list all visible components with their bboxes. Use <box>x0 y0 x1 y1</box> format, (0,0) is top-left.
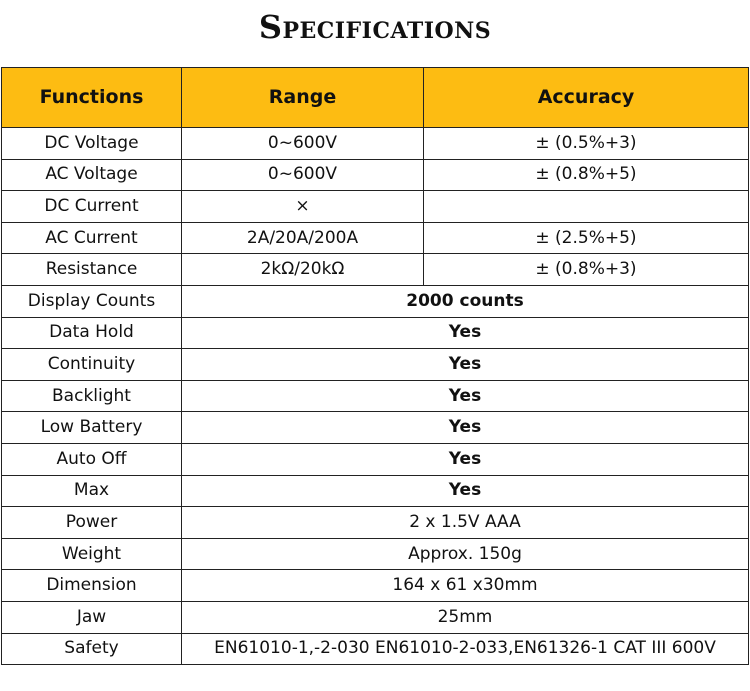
value-cell: 25mm <box>182 601 749 633</box>
table-row <box>2 507 749 539</box>
function-cell: Auto Off <box>2 443 182 475</box>
function-cell: Data Hold <box>2 317 182 349</box>
value-cell: EN61010-1,-2-030 EN61010-2-033,EN61326-1 CAT III 600V <box>182 633 749 665</box>
function-cell: DC Current <box>2 191 182 223</box>
function-cell: Display Counts <box>2 285 182 317</box>
function-cell: Resistance <box>2 254 182 286</box>
table-header-row <box>2 68 749 128</box>
header-accuracy: Accuracy <box>424 68 749 128</box>
range-cell: × <box>182 191 424 223</box>
table-row <box>2 222 749 254</box>
value-cell: Yes <box>182 380 749 412</box>
header-functions: Functions <box>2 68 182 128</box>
table-row <box>2 443 749 475</box>
function-cell: Max <box>2 475 182 507</box>
table-row <box>2 475 749 507</box>
function-cell: Safety <box>2 633 182 665</box>
header-range: Range <box>182 68 424 128</box>
function-cell: Dimension <box>2 570 182 602</box>
function-cell: AC Current <box>2 222 182 254</box>
table-row <box>2 191 749 223</box>
range-cell: 2A/20A/200A <box>182 222 424 254</box>
page-title: Specifications <box>258 8 492 46</box>
table-row <box>2 412 749 444</box>
function-cell: Continuity <box>2 349 182 381</box>
specifications-table <box>1 67 749 665</box>
value-cell: Yes <box>182 475 749 507</box>
table-row <box>2 285 749 317</box>
accuracy-cell: ± (0.5%+3) <box>424 128 749 160</box>
table-row <box>2 159 749 191</box>
value-cell: Yes <box>182 349 749 381</box>
function-cell: Power <box>2 507 182 539</box>
table-row <box>2 570 749 602</box>
table-row <box>2 601 749 633</box>
function-cell: Weight <box>2 538 182 570</box>
function-cell: Low Battery <box>2 412 182 444</box>
function-cell: DC Voltage <box>2 128 182 160</box>
accuracy-cell: ± (2.5%+5) <box>424 222 749 254</box>
table-row <box>2 128 749 160</box>
accuracy-cell: ± (0.8%+5) <box>424 159 749 191</box>
function-cell: Backlight <box>2 380 182 412</box>
table-row <box>2 633 749 665</box>
function-cell: AC Voltage <box>2 159 182 191</box>
value-cell: Yes <box>182 317 749 349</box>
value-cell: 164 x 61 x30mm <box>182 570 749 602</box>
table-row <box>2 380 749 412</box>
table-row <box>2 254 749 286</box>
range-cell: 2kΩ/20kΩ <box>182 254 424 286</box>
table-row <box>2 317 749 349</box>
range-cell: 0~600V <box>182 159 424 191</box>
accuracy-cell <box>424 191 749 223</box>
value-cell: Yes <box>182 412 749 444</box>
table-row <box>2 349 749 381</box>
value-cell: Approx. 150g <box>182 538 749 570</box>
range-cell: 0~600V <box>182 128 424 160</box>
value-cell: Yes <box>182 443 749 475</box>
value-cell: 2 x 1.5V AAA <box>182 507 749 539</box>
function-cell: Jaw <box>2 601 182 633</box>
table-row <box>2 538 749 570</box>
accuracy-cell: ± (0.8%+3) <box>424 254 749 286</box>
value-cell: 2000 counts <box>182 285 749 317</box>
